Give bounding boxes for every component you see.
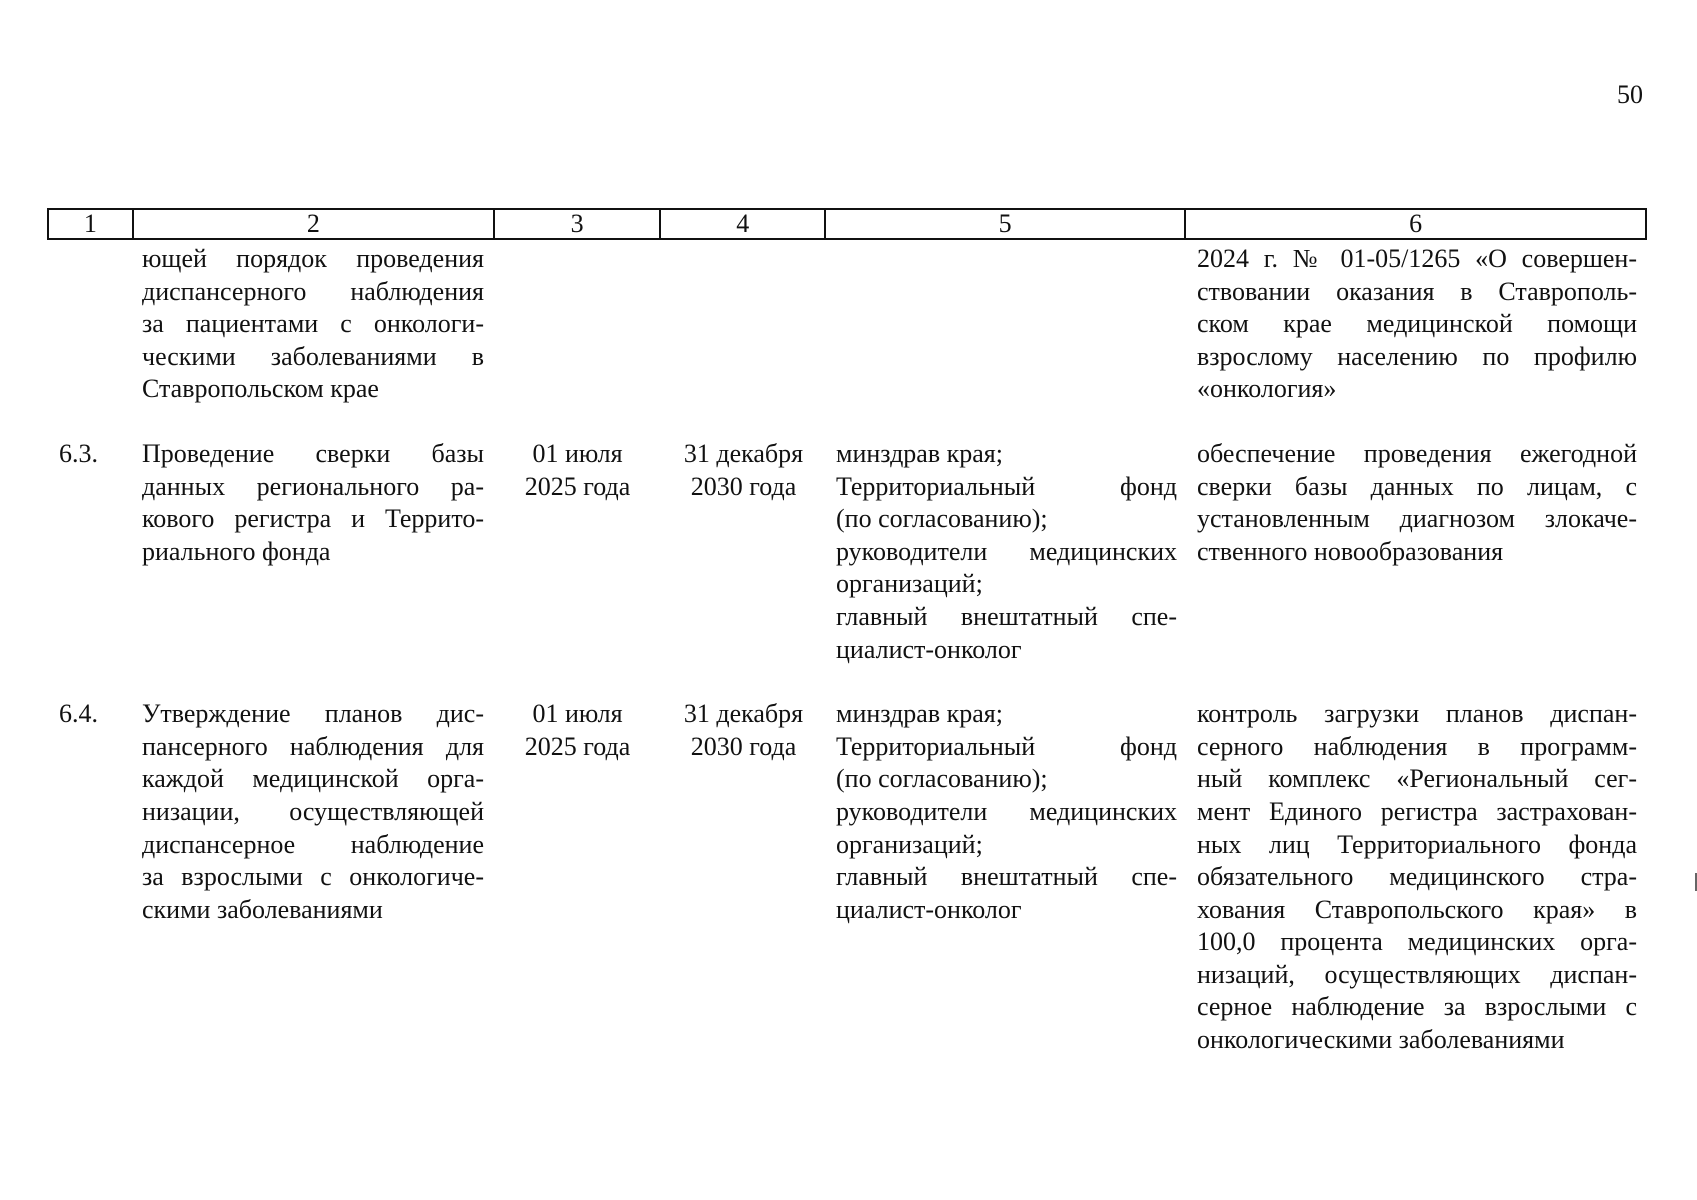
text-line: взрослому населению по профилю bbox=[1197, 341, 1637, 371]
text-line: (по согласованию); bbox=[836, 764, 1048, 794]
text-line: серного наблюдения в программ- bbox=[1197, 731, 1637, 761]
result-cell bbox=[1187, 698, 1647, 1057]
text-line: серное наблюдение за взрослыми с bbox=[1197, 992, 1637, 1022]
text-line: ственного новообразования bbox=[1197, 536, 1504, 566]
text-line: сверки базы данных по лицам, с bbox=[1197, 471, 1637, 501]
text-line: 2024 г. № 01-05/1265 «О совершен- bbox=[1197, 244, 1637, 273]
text-line: руководители медицинских bbox=[836, 536, 1177, 566]
text-line: (по согласованию); bbox=[836, 504, 1048, 534]
text-line: низации, осуществляющей bbox=[142, 796, 484, 826]
text-line: 100,0 процента медицинских орга- bbox=[1197, 927, 1637, 957]
measure-cell bbox=[132, 438, 494, 568]
text-line: главный внештатный спе- bbox=[836, 601, 1177, 631]
column-header-2: 2 bbox=[134, 210, 495, 238]
text-line: ствовании оказания в Ставрополь- bbox=[1197, 276, 1637, 306]
text-line: кового регистра и Террито- bbox=[142, 504, 484, 534]
text-line: ющей порядок проведения bbox=[142, 244, 484, 273]
text-line: Территориальный фонд bbox=[836, 731, 1177, 761]
column-header-6: 6 bbox=[1409, 209, 1423, 238]
text-line: организаций; bbox=[836, 569, 983, 599]
text-line: ных лиц Территориального фонда bbox=[1197, 829, 1637, 859]
text-line: Проведение сверки базы bbox=[142, 438, 484, 468]
measure-cell bbox=[132, 698, 494, 926]
table-header-row bbox=[47, 208, 1647, 240]
text-line: контроль загрузки планов диспан- bbox=[1197, 699, 1637, 729]
result-cell bbox=[1187, 438, 1647, 568]
text-line: «онкология» bbox=[1197, 374, 1337, 404]
text-line: организаций; bbox=[836, 829, 983, 859]
start-date-cell bbox=[494, 698, 661, 763]
text-line: 2025 года bbox=[524, 471, 631, 501]
table-body bbox=[47, 243, 1647, 1057]
text-line: хования Ставропольского края» в bbox=[1197, 894, 1637, 924]
row-number: 6.4. bbox=[59, 699, 98, 729]
row-number: 6.3. bbox=[59, 438, 98, 468]
column-header-1: 1 bbox=[49, 210, 134, 238]
text-line: пансерного наблюдения для bbox=[142, 731, 484, 761]
text-line: 01 июля bbox=[532, 438, 623, 468]
table-row bbox=[47, 438, 1647, 666]
text-line: мент Единого регистра застрахован- bbox=[1197, 796, 1637, 826]
column-header-5: 5 bbox=[826, 210, 1186, 238]
text-line: циалист-онколог bbox=[836, 894, 1022, 924]
start-date-cell bbox=[494, 438, 661, 503]
text-line: 2030 года bbox=[690, 731, 797, 761]
text-line: ный комплекс «Региональный сег- bbox=[1197, 764, 1637, 794]
responsible-cell bbox=[826, 698, 1187, 926]
text-line: скими заболеваниями bbox=[142, 894, 383, 924]
text-line: установленным диагнозом злокаче- bbox=[1197, 504, 1637, 534]
column-header-3: 3 bbox=[495, 210, 662, 238]
text-line: за взрослыми с онкологиче- bbox=[142, 862, 484, 892]
text-line: ческими заболеваниями в bbox=[142, 341, 484, 371]
text-line: ском крае медицинской помощи bbox=[1197, 309, 1637, 339]
text-line: 01 июля bbox=[532, 699, 623, 729]
text-line: циалист-онколог bbox=[836, 634, 1022, 664]
text-line: 2030 года bbox=[690, 471, 797, 501]
table-row bbox=[47, 698, 1647, 1057]
text-line: Ставропольском крае bbox=[142, 374, 379, 404]
responsible-cell bbox=[826, 438, 1187, 666]
end-date-cell bbox=[661, 698, 826, 763]
end-date-cell bbox=[661, 438, 826, 503]
page-number: 50 bbox=[1617, 80, 1643, 109]
text-line: обязательного медицинского стра- bbox=[1197, 862, 1637, 892]
text-line: за пациентами с онкологи- bbox=[142, 309, 484, 339]
text-line: 2025 года bbox=[524, 731, 631, 761]
text-line: обеспечение проведения ежегодной bbox=[1197, 438, 1637, 468]
text-line: руководители медицинских bbox=[836, 796, 1177, 826]
result-cell bbox=[1187, 243, 1647, 406]
text-line: 31 декабря bbox=[683, 699, 804, 729]
table-row bbox=[47, 243, 1647, 406]
text-line: минздрав края; bbox=[836, 699, 1003, 729]
measure-cell bbox=[132, 243, 494, 406]
text-line: данных регионального ра- bbox=[142, 471, 484, 501]
text-line: главный внештатный спе- bbox=[836, 862, 1177, 892]
text-line: онкологическими заболеваниями bbox=[1197, 1025, 1565, 1055]
text-line: Утверждение планов дис- bbox=[142, 699, 484, 729]
text-line: 31 декабря bbox=[683, 438, 804, 468]
text-line: Территориальный фонд bbox=[836, 471, 1177, 501]
text-line: каждой медицинской орга- bbox=[142, 764, 484, 794]
text-line: диспансерное наблюдение bbox=[142, 829, 484, 859]
text-line: минздрав края; bbox=[836, 438, 1003, 468]
text-line: низаций, осуществляющих диспан- bbox=[1197, 959, 1637, 989]
column-header-4: 4 bbox=[661, 210, 826, 238]
text-line: диспансерного наблюдения bbox=[142, 276, 484, 306]
text-line: риального фонда bbox=[142, 536, 331, 566]
